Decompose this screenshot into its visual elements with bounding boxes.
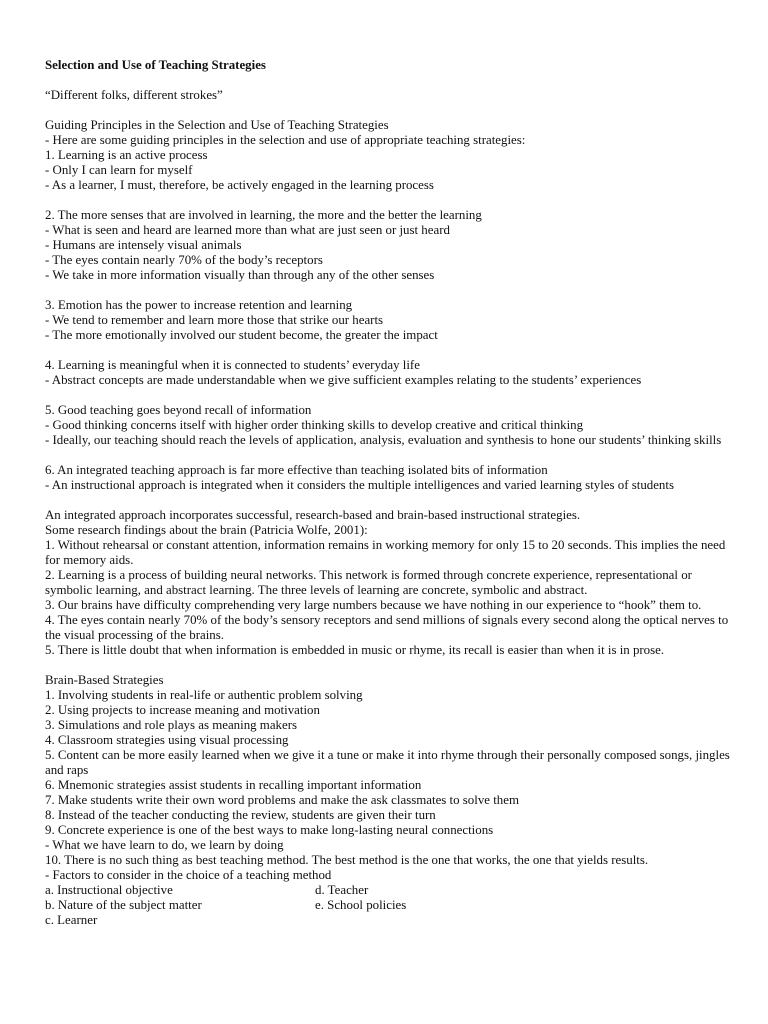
factors-column-2 xyxy=(315,883,406,928)
principle-bullet: - What is seen and heard are learned more than what are just seen or just heard xyxy=(45,223,450,237)
brain-strategy-item: - What we have learn to do, we learn by doing xyxy=(45,838,284,852)
principle-bullet: - As a learner, I must, therefore, be actively engaged in the learning process xyxy=(45,178,434,192)
brain-strategy-item: 3. Simulations and role plays as meaning makers xyxy=(45,718,298,732)
principle-bullet: - We take in more information visually than through any of the other senses xyxy=(45,268,435,282)
factor-item: d. Teacher xyxy=(315,883,369,897)
factors-column-1 xyxy=(45,883,315,928)
principle-bullet: - Humans are intensely visual animals xyxy=(45,238,242,252)
principle-heading: 1. Learning is an active process xyxy=(45,148,208,162)
brain-strategy-item: 2. Using projects to increase meaning and motivation xyxy=(45,703,320,717)
principle-heading: 2. The more senses that are involved in learning, the more and the better the learning xyxy=(45,208,482,222)
research-section xyxy=(45,508,738,658)
principle-bullet: - An instructional approach is integrated when it considers the multiple intelligences and varied learning styles of students xyxy=(45,478,674,492)
principle-bullet: - Good thinking concerns itself with higher order thinking skills to develop creative and critical thinking xyxy=(45,418,584,432)
guiding-principles-section xyxy=(45,118,738,508)
research-finding: 5. There is little doubt that when information is embedded in music or rhyme, its recall is easier than when it is in prose. xyxy=(45,643,665,657)
brain-strategy-item: 1. Involving students in real-life or authentic problem solving xyxy=(45,688,363,702)
brain-strategy-item: 8. Instead of the teacher conducting the review, students are given their turn xyxy=(45,808,436,822)
research-finding: 2. Learning is a process of building neural networks. This network is formed through concrete experience, representational or symbolic learning, and abstract learning. The three levels of learning are concrete, symbolic and abstract. xyxy=(45,568,692,597)
principle-bullet: - The more emotionally involved our student become, the greater the impact xyxy=(45,328,438,342)
factors-list xyxy=(45,883,738,928)
brain-strategy-item: 7. Make students write their own word problems and make the ask classmates to solve them xyxy=(45,793,519,807)
principle-bullet: - The eyes contain nearly 70% of the body’s receptors xyxy=(45,253,323,267)
principle-bullet: - Abstract concepts are made understandable when we give sufficient examples relating to the students’ experiences xyxy=(45,373,642,387)
research-intro-2: Some research findings about the brain (Patricia Wolfe, 2001): xyxy=(45,523,368,537)
principle-bullet: - Only I can learn for myself xyxy=(45,163,193,177)
brain-strategy-item: 5. Content can be more easily learned when we give it a tune or make it into rhyme through their personally composed songs, jingles and raps xyxy=(45,748,730,777)
factor-item: b. Nature of the subject matter xyxy=(45,898,202,912)
findings-list xyxy=(45,538,738,658)
principles-list xyxy=(45,148,738,508)
guiding-heading: Guiding Principles in the Selection and Use of Teaching Strategies xyxy=(45,118,389,132)
principle-heading: 6. An integrated teaching approach is far more effective than teaching isolated bits of information xyxy=(45,463,548,477)
principle-heading: 4. Learning is meaningful when it is connected to students’ everyday life xyxy=(45,358,420,372)
research-finding: 4. The eyes contain nearly 70% of the body’s sensory receptors and send millions of signals every second along the optical nerves to the visual processing of the brains. xyxy=(45,613,729,642)
brain-strategy-item: 9. Concrete experience is one of the best ways to make long-lasting neural connections xyxy=(45,823,494,837)
brain-strategy-item: - Factors to consider in the choice of a teaching method xyxy=(45,868,332,882)
principle-heading: 3. Emotion has the power to increase retention and learning xyxy=(45,298,353,312)
research-finding: 1. Without rehearsal or constant attention, information remains in working memory for only 15 to 20 seconds. This implies the need for memory aids. xyxy=(45,538,726,567)
brain-strategy-item: 4. Classroom strategies using visual processing xyxy=(45,733,289,747)
factor-item: a. Instructional objective xyxy=(45,883,173,897)
brain-strategy-item: 6. Mnemonic strategies assist students in recalling important information xyxy=(45,778,422,792)
factor-item: e. School policies xyxy=(315,898,407,912)
brain-strategy-item: 10. There is no such thing as best teaching method. The best method is the one that works, the one that yields results. xyxy=(45,853,649,867)
document-title: Selection and Use of Teaching Strategies xyxy=(45,58,266,72)
research-finding: 3. Our brains have difficulty comprehending very large numbers because we have nothing in our experience to “hook” them to. xyxy=(45,598,702,612)
principle-heading: 5. Good teaching goes beyond recall of information xyxy=(45,403,312,417)
guiding-intro: - Here are some guiding principles in the selection and use of appropriate teaching strategies: xyxy=(45,133,526,147)
quote: “Different folks, different strokes” xyxy=(45,88,223,102)
brain-strategies-section xyxy=(45,673,738,928)
research-intro-1: An integrated approach incorporates successful, research-based and brain-based instructional strategies. xyxy=(45,508,581,522)
principle-bullet: - Ideally, our teaching should reach the levels of application, analysis, evaluation and synthesis to hone our students’ thinking skills xyxy=(45,433,722,447)
brain-strategies-list xyxy=(45,688,738,883)
brain-heading: Brain-Based Strategies xyxy=(45,673,164,687)
principle-bullet: - We tend to remember and learn more those that strike our hearts xyxy=(45,313,384,327)
factor-item: c. Learner xyxy=(45,913,98,927)
